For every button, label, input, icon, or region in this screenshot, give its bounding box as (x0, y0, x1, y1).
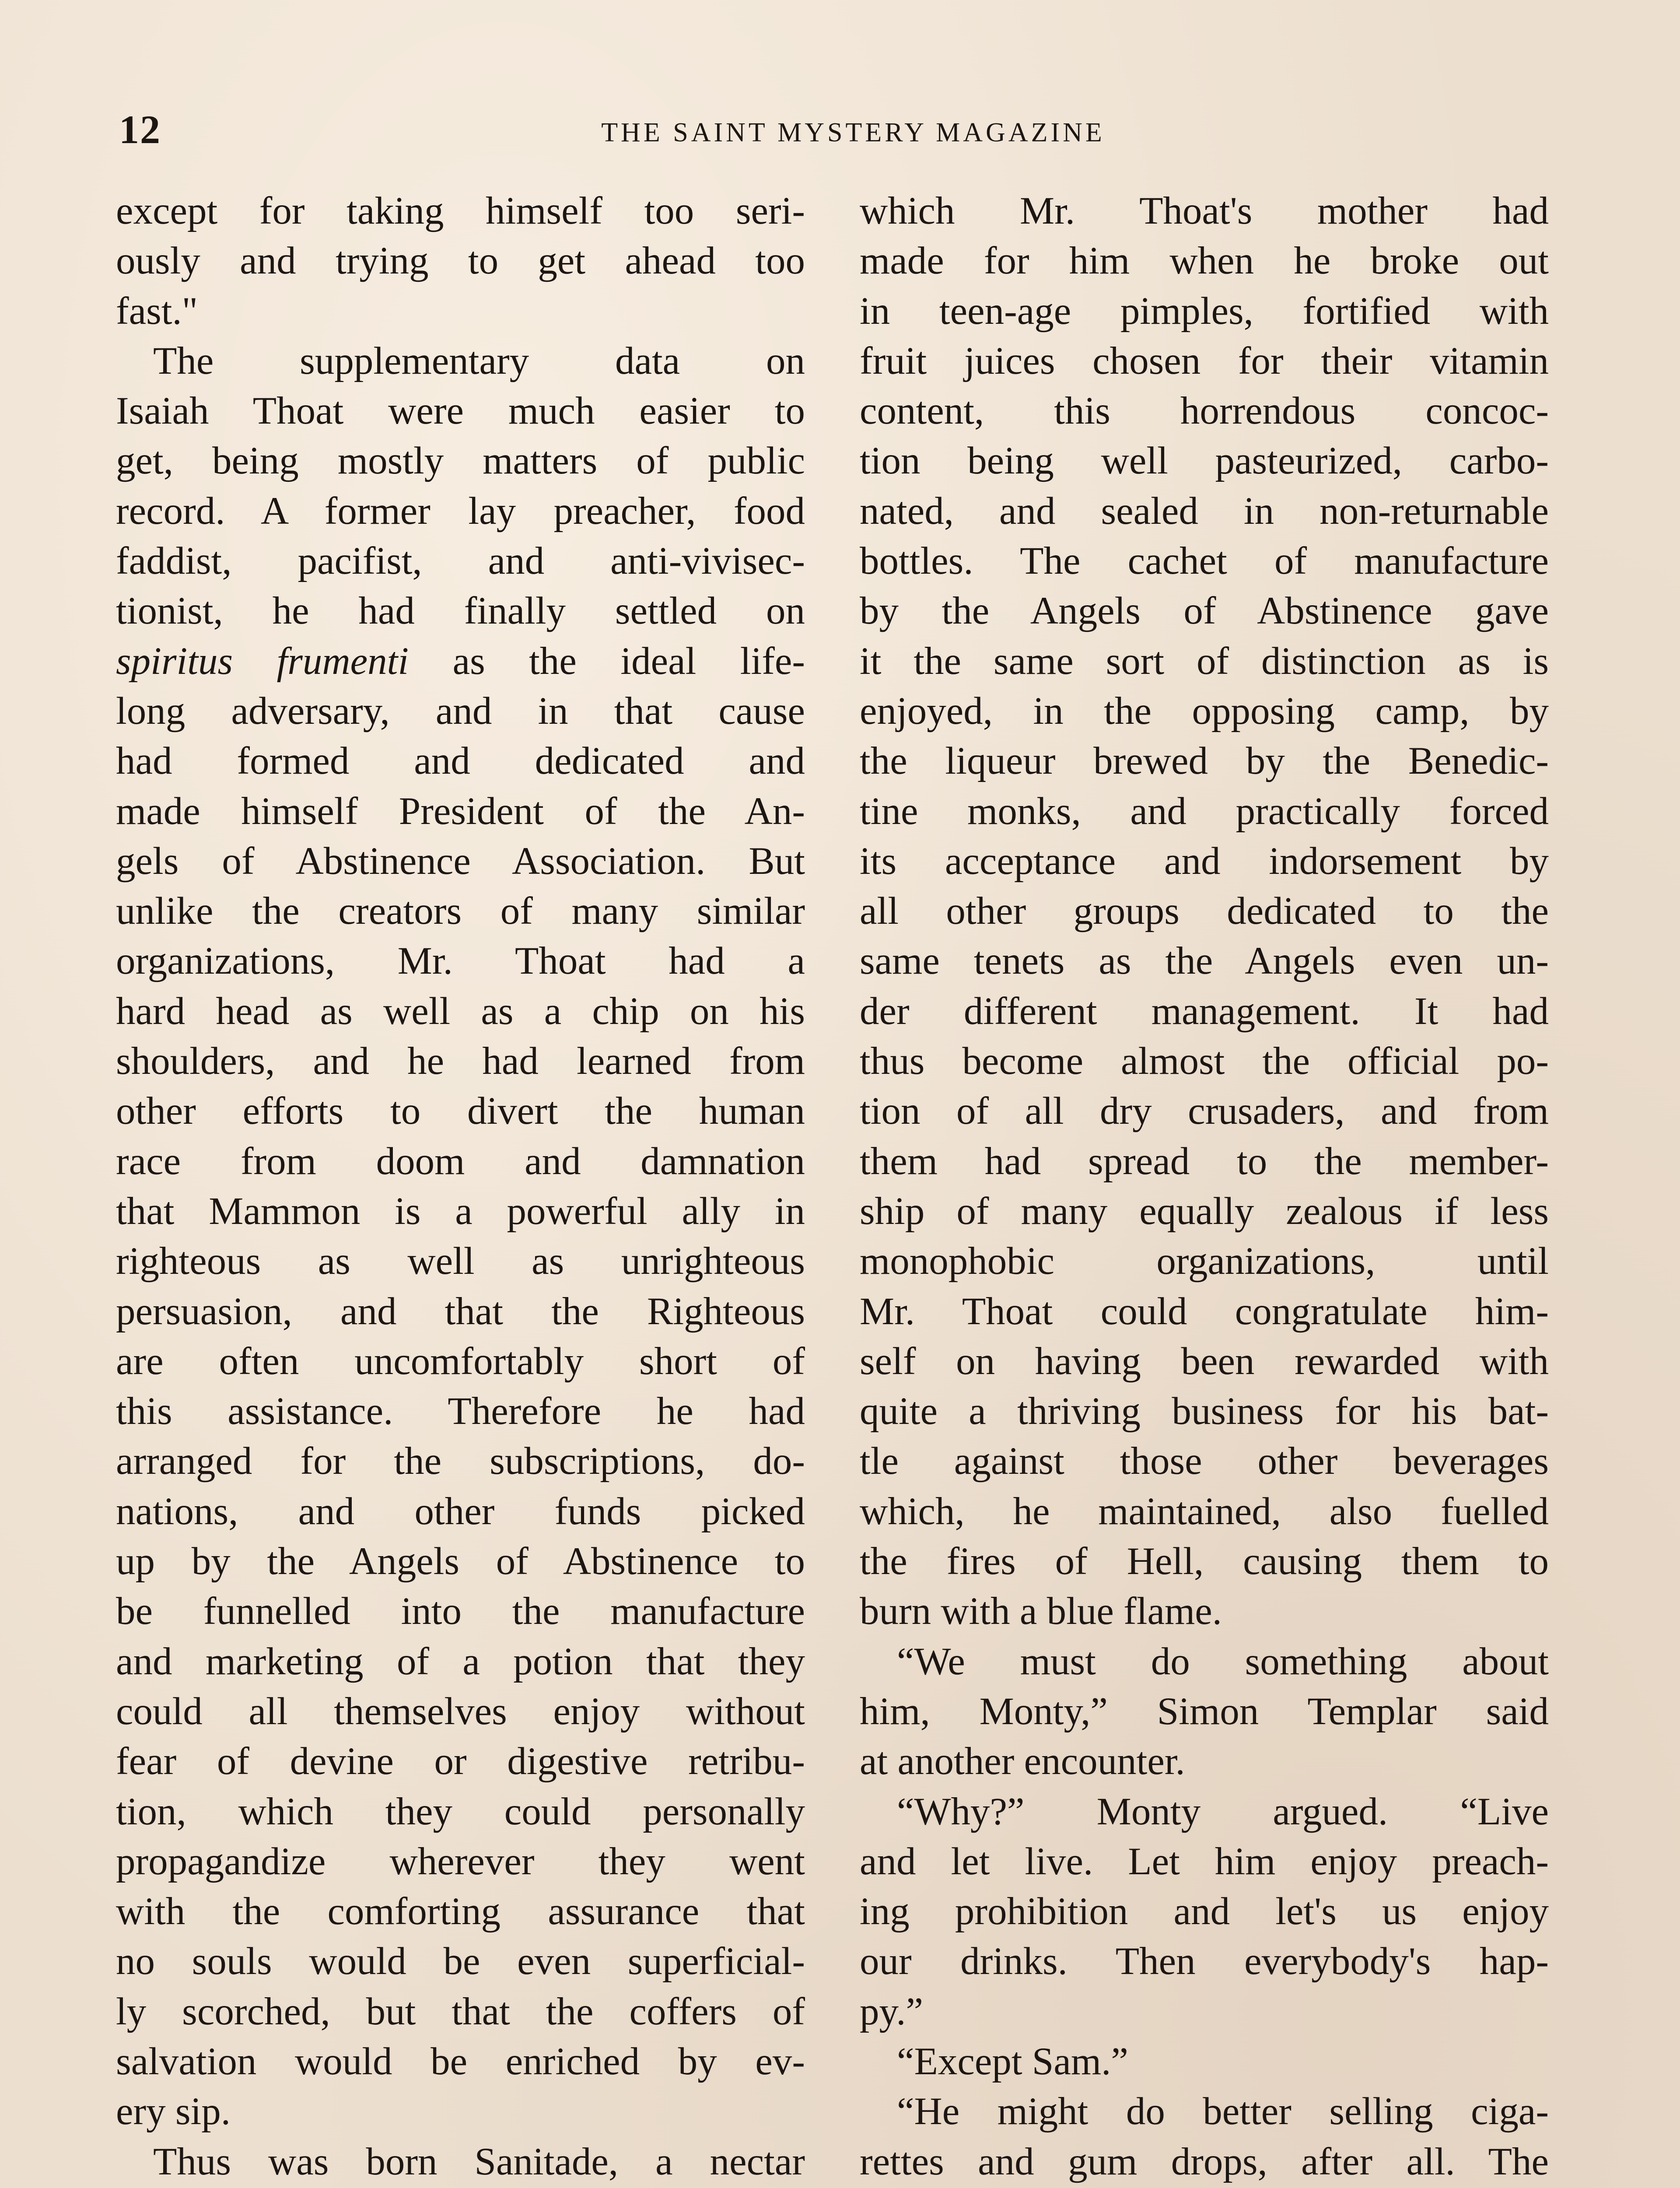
text-line: tion of all dry crusaders, and from (860, 1090, 1549, 1133)
text-line: ly scorched, but that the coffers of (116, 1990, 805, 2033)
text-line: bottles. The cachet of manufacture (860, 540, 1549, 583)
text-line: monophobic organizations, until (860, 1240, 1549, 1283)
text-line: “He might do better selling ciga- (897, 2090, 1549, 2133)
text-line: long adversary, and in that cause (116, 689, 805, 733)
text-line (116, 636, 805, 686)
text-line: nated, and sealed in non-returnable (860, 489, 1549, 533)
text-line: be funnelled into the manufacture (116, 1590, 805, 1633)
text-column-right (860, 186, 1549, 2188)
text-line: in teen-age pimples, fortified with (860, 289, 1549, 333)
text-line: “We must do something about (897, 1640, 1549, 1683)
text-line: this assistance. Therefore he had (116, 1390, 805, 1433)
text-line: our drinks. Then everybody's hap- (860, 1940, 1549, 1983)
text-line: self on having been rewarded with (860, 1339, 1549, 1383)
text-line: at another encounter. (860, 1740, 1185, 1783)
text-line: content, this horrendous concoc- (860, 389, 1549, 433)
text-line: which Mr. Thoat's mother had (860, 189, 1549, 232)
text-line: same tenets as the Angels even un- (860, 940, 1549, 983)
text-line: tion being well pasteurized, carbo- (860, 439, 1549, 483)
text-line: ery sip. (116, 2090, 231, 2133)
text-line: Mr. Thoat could congratulate him- (860, 1290, 1549, 1333)
text-line-rest: as the ideal life- (409, 639, 805, 683)
text-line: fast." (116, 289, 198, 333)
text-line: propagandize wherever they went (116, 1840, 805, 1883)
text-line: ously and trying to get ahead too (116, 239, 805, 283)
text-line: arranged for the subscriptions, do- (116, 1440, 805, 1483)
text-line: its acceptance and indorsement by (860, 839, 1549, 883)
text-line: and let live. Let him enjoy preach- (860, 1840, 1549, 1883)
text-line: get, being mostly matters of public (116, 439, 805, 483)
text-line: fear of devine or digestive retribu- (116, 1740, 805, 1783)
text-line: py.” (860, 1990, 923, 2033)
text-line: it the same sort of distinction as is (860, 639, 1549, 683)
text-line: tionist, he had finally settled on (116, 589, 805, 633)
text-line: had formed and dedicated and (116, 740, 805, 783)
text-line: by the Angels of Abstinence gave (860, 589, 1549, 633)
text-line: organizations, Mr. Thoat had a (116, 940, 805, 983)
text-line: which, he maintained, also fuelled (860, 1490, 1549, 1533)
text-line: quite a thriving business for his bat- (860, 1390, 1549, 1433)
text-line: and marketing of a potion that they (116, 1640, 805, 1683)
text-line: salvation would be enriched by ev- (116, 2040, 805, 2083)
text-line: race from doom and damnation (116, 1140, 805, 1183)
text-line: Isaiah Thoat were much easier to (116, 389, 805, 433)
text-line: except for taking himself too seri- (116, 189, 805, 232)
text-line: made himself President of the An- (116, 789, 805, 833)
text-line: persuasion, and that the Righteous (116, 1290, 805, 1333)
text-line: The supplementary data on (153, 339, 805, 382)
text-line: ing prohibition and let's us enjoy (860, 1890, 1549, 1933)
text-line: Thus was born Sanitade, a nectar (153, 2140, 805, 2183)
text-line: tion, which they could personally (116, 1790, 805, 1833)
text-line: nations, and other funds picked (116, 1490, 805, 1533)
page-number: 12 (119, 107, 161, 152)
text-line: the fires of Hell, causing them to (860, 1540, 1549, 1583)
text-line: rettes and gum drops, after all. The (860, 2140, 1549, 2183)
text-line: him, Monty,” Simon Templar said (860, 1690, 1549, 1733)
text-line: other efforts to divert the human (116, 1090, 805, 1133)
text-line: record. A former lay preacher, food (116, 489, 805, 533)
text-line: made for him when he broke out (860, 239, 1549, 283)
text-line: righteous as well as unrighteous (116, 1240, 805, 1283)
text-line: thus become almost the official po- (860, 1040, 1549, 1083)
text-line: “Except Sam.” (897, 2040, 1128, 2083)
text-line: der different management. It had (860, 989, 1549, 1033)
text-line: tle against those other beverages (860, 1440, 1549, 1483)
text-line: tine monks, and practically forced (860, 789, 1549, 833)
text-line: could all themselves enjoy without (116, 1690, 805, 1733)
running-title: THE SAINT MYSTERY MAGAZINE (601, 118, 1105, 147)
text-line: unlike the creators of many similar (116, 890, 805, 933)
italic-phrase: spiritus frumenti (116, 639, 409, 683)
text-line: the liqueur brewed by the Benedic- (860, 740, 1549, 783)
text-line: enjoyed, in the opposing camp, by (860, 689, 1549, 733)
text-line: are often uncomfortably short of (116, 1339, 805, 1383)
text-line: burn with a blue flame. (860, 1590, 1222, 1633)
text-line: shoulders, and he had learned from (116, 1040, 805, 1083)
text-column-left (116, 186, 805, 2188)
text-line: with the comforting assurance that (116, 1890, 805, 1933)
text-line: them had spread to the member- (860, 1140, 1549, 1183)
text-line: ship of many equally zealous if less (860, 1189, 1549, 1233)
text-line: “Why?” Monty argued. “Live (897, 1790, 1549, 1833)
text-line: fruit juices chosen for their vitamin (860, 339, 1549, 382)
text-line: that Mammon is a powerful ally in (116, 1189, 805, 1233)
text-line: up by the Angels of Abstinence to (116, 1540, 805, 1583)
text-line: faddist, pacifist, and anti-vivisec- (116, 540, 805, 583)
text-line: hard head as well as a chip on his (116, 989, 805, 1033)
text-line: gels of Abstinence Association. But (116, 839, 805, 883)
text-line: all other groups dedicated to the (860, 890, 1549, 933)
text-line: no souls would be even superficial- (116, 1940, 805, 1983)
